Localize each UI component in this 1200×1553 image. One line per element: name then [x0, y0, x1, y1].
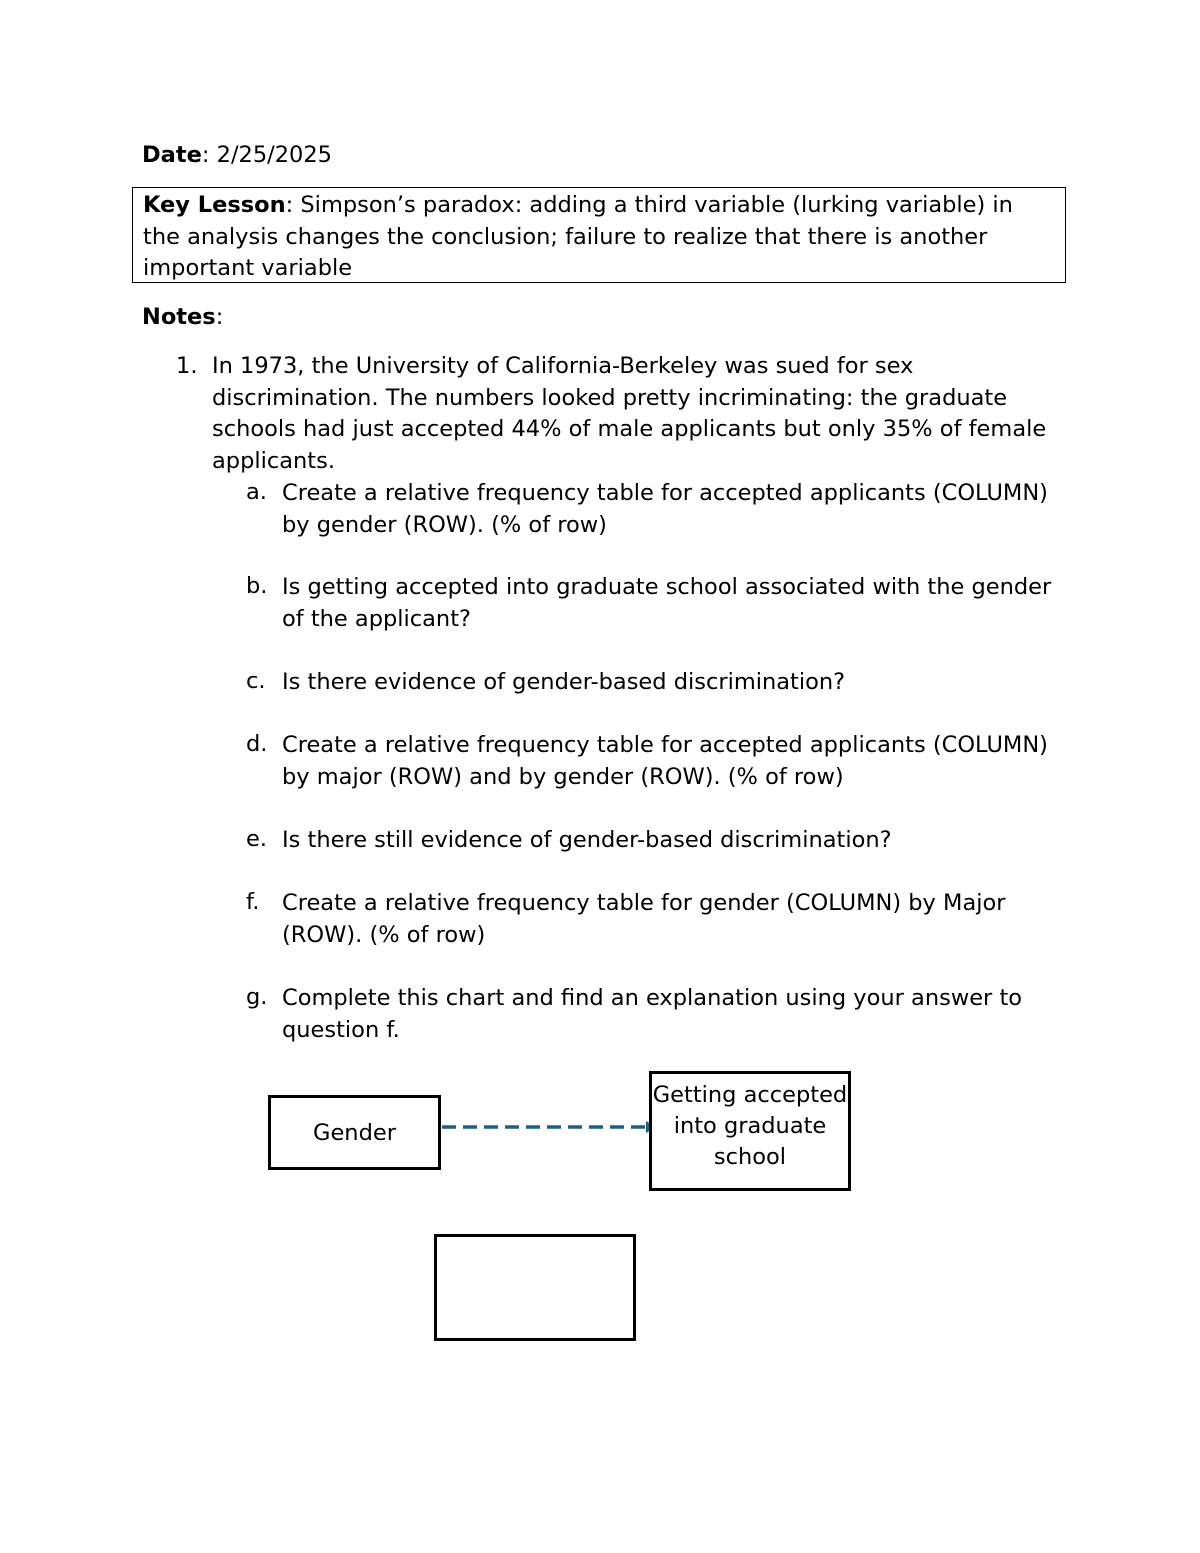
notes-colon: :	[215, 304, 224, 330]
date-label: Date	[142, 142, 202, 168]
gender-label: Gender	[313, 1119, 396, 1146]
subitem-text: Create a relative frequency table for accepted applicants (COLUMN) by gender (ROW). (% of row)	[282, 480, 1048, 538]
subitem-text: Is there still evidence of gender-based discrimination?	[282, 827, 892, 853]
notes-label: Notes	[142, 304, 216, 330]
subitem-letter: c.	[246, 668, 266, 694]
subitem-text: Is getting accepted into graduate school associated with the gender of the applicant?	[282, 574, 1052, 632]
subitem-letter: f.	[246, 889, 260, 915]
accepted-label: Getting accepted into graduate school	[652, 1082, 848, 1170]
subitem-text: Create a relative frequency table for gender (COLUMN) by Major (ROW). (% of row)	[282, 890, 1006, 948]
subitem-text: Create a relative frequency table for accepted applicants (COLUMN) by major (ROW) and by gender (ROW). (% of row)	[282, 732, 1048, 790]
list-item-number: 1.	[176, 353, 198, 379]
key-lesson-label: Key Lesson	[143, 192, 286, 218]
subitem-letter: g.	[246, 984, 268, 1010]
subitem-text: Complete this chart and find an explanation using your answer to question f.	[282, 985, 1023, 1043]
subitem-letter: d.	[246, 731, 268, 757]
subitem-letter: a.	[246, 479, 267, 505]
key-lesson-text: : Simpson’s paradox: adding a third variable (lurking variable) in the analysis changes the conclusion; failure to realize that there is another important variable	[143, 192, 1013, 281]
gender-box	[268, 1095, 441, 1170]
list-item-text: In 1973, the University of California-Berkeley was sued for sex discrimination. The numbers looked pretty incriminating: the graduate schools had just accepted 44% of male applicants but only 35% of female applicants.	[212, 353, 1047, 474]
lurking-variable-box[interactable]	[434, 1234, 636, 1341]
subitem-letter: e.	[246, 826, 267, 852]
accepted-box	[649, 1071, 851, 1191]
date-value: : 2/25/2025	[201, 142, 332, 168]
subitem-text: Is there evidence of gender-based discrimination?	[282, 669, 846, 695]
subitem-letter: b.	[246, 573, 268, 599]
